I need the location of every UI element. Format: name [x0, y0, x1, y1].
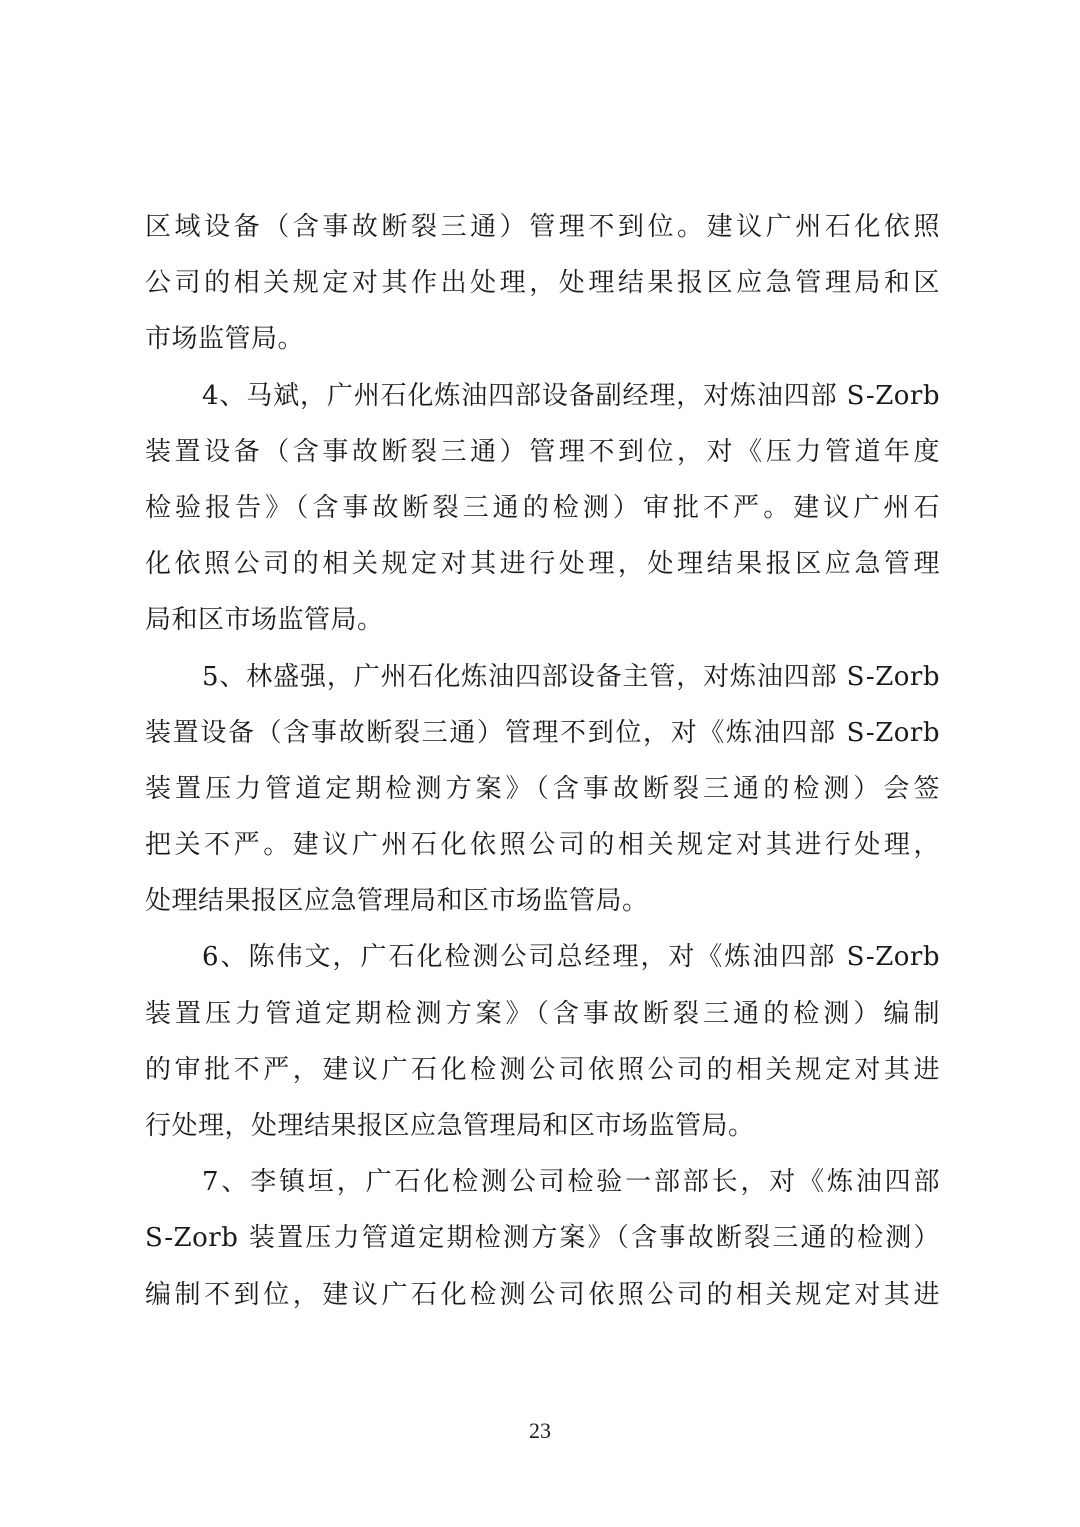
text-line: 的审批不严，建议广石化检测公司依照公司的相关规定对其进 [145, 1054, 940, 1085]
text-line: 公司的相关规定对其作出处理，处理结果报区应急管理局和区 [145, 268, 940, 299]
paragraph-start-line: 6、陈伟文，广石化检测公司总经理，对《炼油四部 S-Zorb [202, 942, 940, 973]
text-line: 行处理，处理结果报区应急管理局和区市场监管局。 [145, 1111, 755, 1141]
text-line: 装置压力管道定期检测方案》（含事故断裂三通的检测）编制 [145, 998, 940, 1029]
text-line: 处理结果报区应急管理局和区市场监管局。 [145, 886, 649, 917]
page-number: 23 [529, 1418, 551, 1443]
text-line: 化依照公司的相关规定对其进行处理，处理结果报区应急管理 [145, 549, 940, 580]
text-line: 装置压力管道定期检测方案》（含事故断裂三通的检测）会签 [145, 773, 940, 804]
text-line: 编制不到位，建议广石化检测公司依照公司的相关规定对其进 [145, 1279, 940, 1310]
text-line: 装置设备（含事故断裂三通）管理不到位，对《炼油四部 S-Zorb [145, 717, 940, 748]
text-line: 局和区市场监管局。 [145, 605, 384, 636]
text-line: 装置设备（含事故断裂三通）管理不到位，对《压力管道年度 [145, 436, 940, 467]
text-line: 区域设备（含事故断裂三通）管理不到位。建议广州石化依照 [145, 212, 940, 242]
paragraph-start-line: 4、马斌，广州石化炼油四部设备副经理，对炼油四部 S-Zorb [202, 380, 940, 411]
text-line: 市场监管局。 [145, 324, 305, 355]
text-line: S-Zorb 装置压力管道定期检测方案》（含事故断裂三通的检测） [145, 1223, 940, 1254]
body-text [145, 199, 940, 1323]
paragraph-start-line: 7、李镇垣，广石化检测公司检验一部部长，对《炼油四部 [202, 1167, 940, 1198]
text-line: 检验报告》（含事故断裂三通的检测）审批不严。建议广州石 [145, 492, 940, 523]
paragraph-start-line: 5、林盛强，广州石化炼油四部设备主管，对炼油四部 S-Zorb [202, 661, 940, 692]
text-line: 把关不严。建议广州石化依照公司的相关规定对其进行处理， [145, 830, 940, 861]
